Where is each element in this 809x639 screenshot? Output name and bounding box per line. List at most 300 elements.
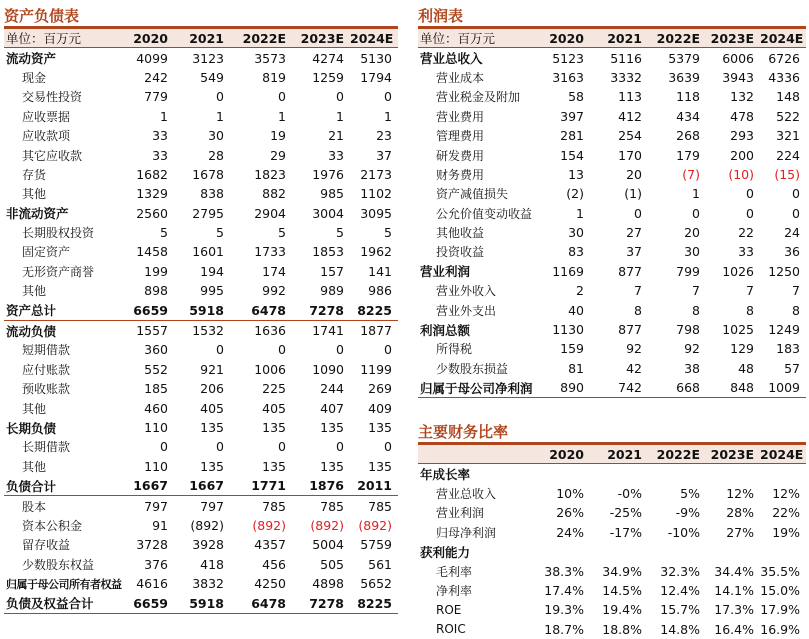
cell-value: 7278 [292,593,350,613]
cell-value: 0 [792,186,800,202]
cell-value: 12.4% [660,582,700,598]
cell-value: 1667 [189,478,224,494]
cell-value: 38 [684,360,700,376]
cell-value: (892) [310,517,344,533]
row-label: 归母净利润 [436,525,497,540]
cell-value: 1 [278,108,286,124]
cell-value: 3123 [192,50,224,66]
row-label: 少数股东权益 [22,557,95,572]
cell-value: -10% [667,524,700,540]
cell-value: 1636 [230,320,292,340]
table-row [4,516,398,535]
row-label: 少数股东损益 [436,361,509,376]
table-row [418,223,806,242]
cell-value: 3163 [552,69,584,85]
row-label: 应收款项 [22,129,71,144]
cell-value: 552 [144,361,168,377]
cell-value: 1329 [136,186,168,202]
table-row [418,581,806,600]
cell-value [590,542,648,561]
cell-value: 779 [144,89,168,105]
cell-value: 1532 [174,320,230,340]
table-row [4,398,398,417]
cell-value: 3573 [254,50,286,66]
row-label: 短期借款 [22,343,71,358]
cell-value: 3332 [610,69,642,85]
table-row [4,281,398,300]
cell-value: 1976 [312,166,344,182]
cell-value: 405 [200,400,224,416]
table-row [418,87,806,106]
row-label: 营业费用 [436,109,485,124]
cell-value: 3928 [192,537,224,553]
table-row [4,555,398,574]
cell-value: 242 [144,69,168,85]
cell-value: 6659 [122,593,174,613]
cell-value: 135 [368,420,392,435]
cell-value: (892) [358,517,392,533]
income-statement-title: 利润表 [418,4,806,28]
row-label: 公允价值变动收益 [436,206,533,221]
cell-value: 1025 [722,322,754,338]
row-label: 毛利率 [436,564,473,579]
cell-value: 1259 [312,69,344,85]
cell-value: 668 [648,378,706,398]
cell-value: 0 [160,439,168,455]
table-row [4,418,398,437]
cell-value: 434 [676,108,700,124]
cell-value: 28% [726,505,754,521]
cell-value: 989 [320,283,344,299]
table-row [418,484,806,503]
cell-value: 797 [122,496,174,516]
cell-value: 8 [634,302,642,318]
row-label: 资本公积金 [22,518,83,533]
cell-value: 135 [368,458,392,474]
cell-value: -25% [609,505,642,521]
cell-value: 135 [320,420,344,435]
row-label: 资产总计 [6,303,57,319]
cell-value: 129 [730,341,754,357]
table-row [418,542,806,561]
cell-value: 460 [144,400,168,416]
cell-value: 6726 [768,50,800,66]
table-row [4,262,398,281]
table-row [4,223,398,242]
cell-value: 15.0% [760,582,800,598]
cell-value: 12% [772,485,800,501]
cell-value: 360 [144,342,168,358]
cell-value: 225 [262,381,286,397]
cell-value: 0 [216,342,224,358]
cell-value: 1 [216,108,224,124]
cell-value: 48 [738,360,754,376]
table-row [418,184,806,203]
table-row [418,339,806,358]
cell-value: 40 [568,302,584,318]
row-label: 固定资产 [22,245,71,260]
row-label: ROIC [436,622,466,637]
cell-value: 268 [676,128,700,144]
cell-value [648,464,706,484]
table-row [4,320,398,340]
cell-value: 0 [216,89,224,105]
row-label: 研发费用 [436,148,485,163]
row-label: 净利率 [436,583,473,598]
cell-value: 16.9% [760,621,800,637]
cell-value: 5 [216,225,224,241]
cell-value: 1006 [254,361,286,377]
cell-value: 1090 [312,361,344,377]
row-label: 营业利润 [436,506,485,521]
row-label: 归属于母公司所有者权益 [6,577,122,591]
cell-value: 29 [270,147,286,163]
cell-value: -9% [675,505,700,521]
cell-value: 22 [738,225,754,241]
year-header: 2020 [534,29,590,48]
cell-value: 785 [292,496,350,516]
cell-value: 83 [568,244,584,260]
table-row [4,360,398,379]
cell-value: 4099 [136,50,168,66]
cell-value: 5123 [552,50,584,66]
cell-value: (1) [624,186,642,202]
cell-value: 4616 [136,576,168,592]
cell-value: 8 [746,302,754,318]
cell-value: 376 [144,556,168,572]
cell-value: 1 [576,205,584,221]
cell-value: 13 [568,166,584,182]
cell-value: 3832 [192,576,224,592]
cell-value: (15) [774,166,800,182]
row-label: 其他 [22,459,47,474]
row-label: ROE [436,602,462,617]
cell-value: 986 [368,283,392,299]
table-row [4,496,398,516]
row-label: 流动资产 [6,51,57,67]
row-label: 现金 [22,70,47,85]
row-label: 其他收益 [436,226,485,241]
table-row [4,476,398,496]
cell-value: 148 [776,89,800,105]
cell-value: 1249 [768,322,800,338]
cell-value: 1733 [254,244,286,260]
cell-value: 17.3% [714,602,754,618]
cell-value: 37 [376,147,392,163]
row-label: 营业税金及附加 [436,90,521,105]
year-header: 2022E [230,29,292,48]
cell-value: 1667 [133,478,168,494]
cell-value: 1169 [552,263,584,279]
table-row [418,145,806,164]
row-label: 长期负债 [6,420,57,436]
cell-value: 135 [262,458,286,474]
row-label: 其他 [22,284,47,299]
cell-value: 992 [262,283,286,299]
cell-value: 113 [618,89,642,105]
cell-value: 185 [144,381,168,397]
cell-value: 110 [144,458,168,474]
cell-value: 2560 [136,205,168,221]
cell-value: 1 [336,108,344,124]
cell-value: 14.8% [660,621,700,637]
cell-value: 5004 [312,537,344,553]
table-row [418,561,806,580]
cell-value: 0 [216,439,224,455]
cell-value: 33 [328,147,344,163]
table-row [4,574,398,593]
table-row [418,600,806,619]
cell-value: 159 [560,341,584,357]
cell-value: 21 [328,128,344,144]
cell-value: 5130 [360,50,392,66]
table-header-row [418,29,806,48]
row-label: 负债合计 [6,478,57,494]
cell-value: 407 [320,400,344,416]
year-header: 2020 [534,445,590,464]
cell-value: 5918 [189,302,224,318]
cell-value: 549 [200,69,224,85]
table-row [4,145,398,164]
cell-value: (892) [252,517,286,533]
cell-value: 2011 [357,478,392,494]
cell-value: 0 [384,342,392,358]
row-label: 财务费用 [436,167,485,182]
cell-value: 34.4% [714,563,754,579]
cell-value: 157 [320,263,344,279]
table-row [4,87,398,106]
cell-value: 848 [706,378,760,398]
cell-value: 882 [262,186,286,202]
cell-value: 5116 [610,50,642,66]
cell-value: (7) [682,166,700,182]
cell-value: 819 [262,69,286,85]
balance-sheet-panel [4,4,398,614]
cell-value: 1458 [136,244,168,260]
row-label: 留存收益 [22,538,71,553]
cell-value: 1250 [768,263,800,279]
table-row [418,464,806,484]
row-label: 利润总额 [420,322,471,338]
cell-value: 199 [144,263,168,279]
cell-value: 522 [776,108,800,124]
row-label: 营业成本 [436,70,485,85]
table-row [4,126,398,145]
row-label: 归属于母公司净利润 [418,378,534,398]
cell-value: 269 [368,381,392,397]
table-header-row [418,445,806,464]
table-row [418,165,806,184]
year-header: 2023E [706,445,760,464]
cell-value: 1823 [254,166,286,182]
cell-value [760,464,806,484]
cell-value: 7 [634,283,642,299]
row-label: 其他 [22,401,47,416]
row-label: 其他 [22,187,47,202]
cell-value: 785 [230,496,292,516]
cell-value: 7 [692,283,700,299]
cell-value: 110 [144,420,168,435]
cell-value: 412 [618,108,642,124]
year-header: 2021 [590,29,648,48]
table-row [4,107,398,126]
cell-value: 0 [384,439,392,455]
table-row [418,300,806,319]
cell-value: 34.9% [602,563,642,579]
cell-value: 17.9% [760,602,800,618]
cell-value: 4357 [254,537,286,553]
cell-value: (10) [728,166,754,182]
cell-value: 0 [692,205,700,221]
cell-value [706,464,760,484]
cell-value: 5 [384,225,392,241]
cell-value: 33 [152,128,168,144]
cell-value: 174 [262,263,286,279]
row-label: 营业外支出 [436,303,497,318]
cell-value: 19 [270,128,286,144]
cell-value: 7 [746,283,754,299]
cell-value: 141 [368,263,392,279]
row-label: 营业总收入 [420,51,483,67]
cell-value: 3004 [312,205,344,221]
cell-value: 28 [208,147,224,163]
row-label: 长期股权投资 [22,226,95,241]
cell-value: 5 [160,225,168,241]
cell-value [706,542,760,561]
cell-value: 135 [200,420,224,435]
year-header: 2021 [590,445,648,464]
cell-value: 92 [626,341,642,357]
row-label: 营业总收入 [436,486,497,501]
cell-value: 478 [730,108,754,124]
cell-value: 1962 [360,244,392,260]
income-statement-panel [418,4,806,398]
cell-value: 418 [200,556,224,572]
cell-value: 2904 [254,205,286,221]
cell-value: 0 [746,186,754,202]
cell-value: 8 [692,302,700,318]
cell-value: 5918 [174,593,230,613]
cell-value: 91 [152,517,168,533]
cell-value: 6659 [133,302,168,318]
cell-value: 405 [262,400,286,416]
cell-value: 92 [684,341,700,357]
cell-value [534,464,590,484]
cell-value: 5 [336,225,344,241]
row-label: 管理费用 [436,129,485,144]
cell-value: 6006 [722,50,754,66]
cell-value: -0% [617,485,642,501]
cell-value: 30 [208,128,224,144]
cell-value: 456 [262,556,286,572]
cell-value: 27 [626,225,642,241]
row-label: 资产减值损失 [436,187,509,202]
cell-value: 0 [278,342,286,358]
cell-value: 23 [376,128,392,144]
cell-value: 985 [320,186,344,202]
cell-value: 1678 [192,166,224,182]
cell-value: 742 [590,378,648,398]
cell-value: 1877 [350,320,398,340]
cell-value: 19.3% [544,602,584,618]
cell-value: 6478 [251,302,286,318]
row-label: 负债及权益合计 [4,593,122,613]
row-label: 应收票据 [22,109,71,124]
income-statement-table [418,28,806,398]
cell-value: 19% [772,524,800,540]
cell-value: 20 [626,166,642,182]
cell-value: 224 [776,147,800,163]
cell-value: 799 [676,263,700,279]
table-row [4,204,398,223]
table-row [4,300,398,320]
cell-value: 18.7% [544,621,584,637]
cell-value: 1026 [722,263,754,279]
year-header: 2022E [648,445,706,464]
year-header: 2020 [122,29,174,48]
cell-value: 37 [626,244,642,260]
cell-value: 0 [278,89,286,105]
table-row [4,593,398,613]
cell-value: 19.4% [602,602,642,618]
cell-value: 0 [336,439,344,455]
table-row [4,48,398,68]
cell-value: 3095 [360,205,392,221]
cell-value: 30 [568,225,584,241]
row-label: 股本 [4,496,122,516]
cell-value: 1601 [192,244,224,260]
cell-value: 798 [676,322,700,338]
row-label: 所得税 [436,342,473,357]
cell-value: 1853 [312,244,344,260]
cell-value: 409 [368,400,392,416]
cell-value: 0 [746,205,754,221]
year-header: 2023E [292,29,350,48]
table-row [4,165,398,184]
cell-value: 1557 [122,320,174,340]
cell-value: 135 [200,458,224,474]
table-row [418,204,806,223]
row-label: 长期借款 [22,440,71,455]
cell-value: 1009 [760,378,806,398]
table-row [4,379,398,398]
cell-value: 995 [200,283,224,299]
cell-value: 0 [792,205,800,221]
cell-value [760,542,806,561]
cell-value: 397 [560,108,584,124]
unit-label [418,445,534,464]
cell-value: 921 [200,361,224,377]
cell-value: 254 [618,128,642,144]
cell-value: 1 [160,108,168,124]
cell-value: 194 [200,263,224,279]
ratios-table [418,444,806,639]
cell-value: 154 [560,147,584,163]
cell-value: 135 [262,420,286,435]
row-label: 其它应收款 [22,148,83,163]
cell-value: 8 [792,302,800,318]
cell-value: 32.3% [660,563,700,579]
row-label: 营业利润 [420,264,471,280]
cell-value: 4898 [312,576,344,592]
table-row [418,107,806,126]
table-row [418,320,806,339]
cell-value: 1199 [360,361,392,377]
cell-value: 4250 [254,576,286,592]
table-row [4,535,398,554]
cell-value: 33 [152,147,168,163]
row-label: 非流动资产 [6,206,69,222]
